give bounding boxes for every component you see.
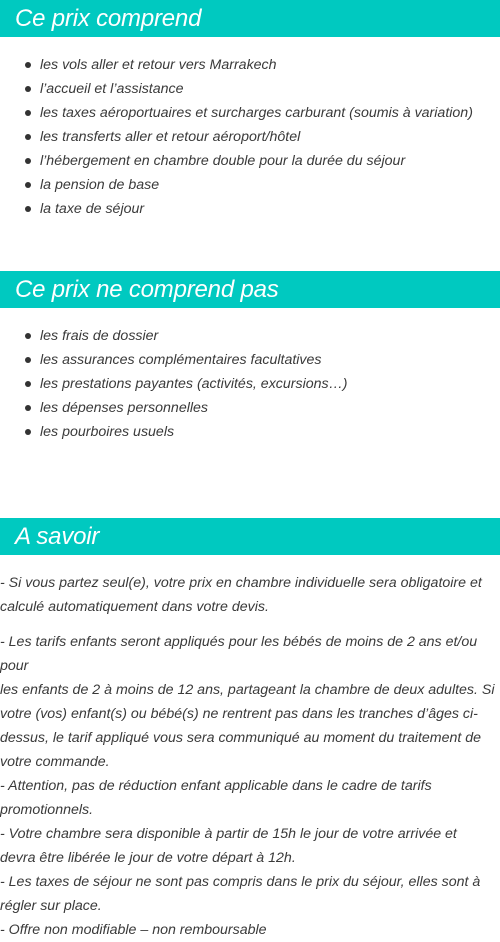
list-item-text: les prestations payantes (activités, excursions…) — [40, 376, 348, 392]
info-line: - Votre chambre sera disponible à partir de 15h le jour de votre arrivée et — [0, 826, 457, 842]
bullet-icon — [25, 158, 31, 164]
info-line: régler sur place. — [0, 898, 102, 914]
bullet-icon — [25, 62, 31, 68]
list-item-text: les vols aller et retour vers Marrakech — [40, 57, 277, 73]
info-line: votre commande. — [0, 754, 110, 770]
info-title: A savoir — [15, 523, 100, 550]
info-line: les enfants de 2 à moins de 12 ans, partageant la chambre de deux adultes. Si — [0, 682, 495, 698]
list-item — [0, 324, 348, 348]
includes-header — [0, 0, 500, 37]
list-item — [0, 53, 473, 77]
info-line: votre (vos) enfant(s) ou bébé(s) ne rentrent pas dans les tranches d’âges ci- — [0, 706, 478, 722]
excludes-header — [0, 271, 500, 308]
list-item-text: la pension de base — [40, 177, 160, 193]
excludes-list — [0, 324, 348, 444]
bullet-icon — [25, 333, 31, 339]
list-item — [0, 149, 473, 173]
info-line: devra être libérée le jour de votre départ à 12h. — [0, 850, 296, 866]
bullet-icon — [25, 381, 31, 387]
excludes-title: Ce prix ne comprend pas — [15, 276, 279, 303]
list-item-text: les dépenses personnelles — [40, 400, 208, 416]
list-item-text: les pourboires usuels — [40, 424, 175, 440]
list-item — [0, 420, 348, 444]
info-line: - Les tarifs enfants seront appliqués pour les bébés de moins de 2 ans et/ou pour — [0, 634, 478, 674]
info-line: calculé automatiquement dans votre devis. — [0, 599, 269, 615]
info-header — [0, 518, 500, 555]
list-item — [0, 125, 473, 149]
includes-title: Ce prix comprend — [15, 5, 202, 32]
bullet-icon — [25, 357, 31, 363]
bullet-icon — [25, 206, 31, 212]
list-item — [0, 396, 348, 420]
bullet-icon — [25, 405, 31, 411]
info-line: dessus, le tarif appliqué vous sera communiqué au moment du traitement de — [0, 730, 482, 746]
includes-list — [0, 53, 473, 221]
bullet-icon — [25, 86, 31, 92]
list-item — [0, 101, 473, 125]
list-item-text: les frais de dossier — [40, 328, 159, 344]
list-item — [0, 197, 473, 221]
list-item-text: les taxes aéroportuaires et surcharges carburant (soumis à variation) — [40, 105, 473, 121]
list-item-text: les assurances complémentaires facultatives — [40, 352, 322, 368]
info-line: - Attention, pas de réduction enfant applicable dans le cadre de tarifs — [0, 778, 432, 794]
info-text — [0, 571, 500, 942]
list-item — [0, 77, 473, 101]
list-item-text: l’hébergement en chambre double pour la durée du séjour — [40, 153, 406, 169]
info-line: promotionnels. — [0, 802, 94, 818]
bullet-icon — [25, 134, 31, 140]
list-item-text: l’accueil et l’assistance — [40, 81, 184, 97]
list-item-text: les transferts aller et retour aéroport/hôtel — [40, 129, 301, 145]
bullet-icon — [25, 110, 31, 116]
info-line: - Les taxes de séjour ne sont pas compris dans le prix du séjour, elles sont à — [0, 874, 481, 890]
list-item — [0, 173, 473, 197]
info-line: - Offre non modifiable – non remboursable — [0, 922, 267, 938]
bullet-icon — [25, 182, 31, 188]
list-item — [0, 372, 348, 396]
list-item — [0, 348, 348, 372]
bullet-icon — [25, 429, 31, 435]
info-line: - Si vous partez seul(e), votre prix en chambre individuelle sera obligatoire et — [0, 575, 482, 591]
list-item-text: la taxe de séjour — [40, 201, 145, 217]
